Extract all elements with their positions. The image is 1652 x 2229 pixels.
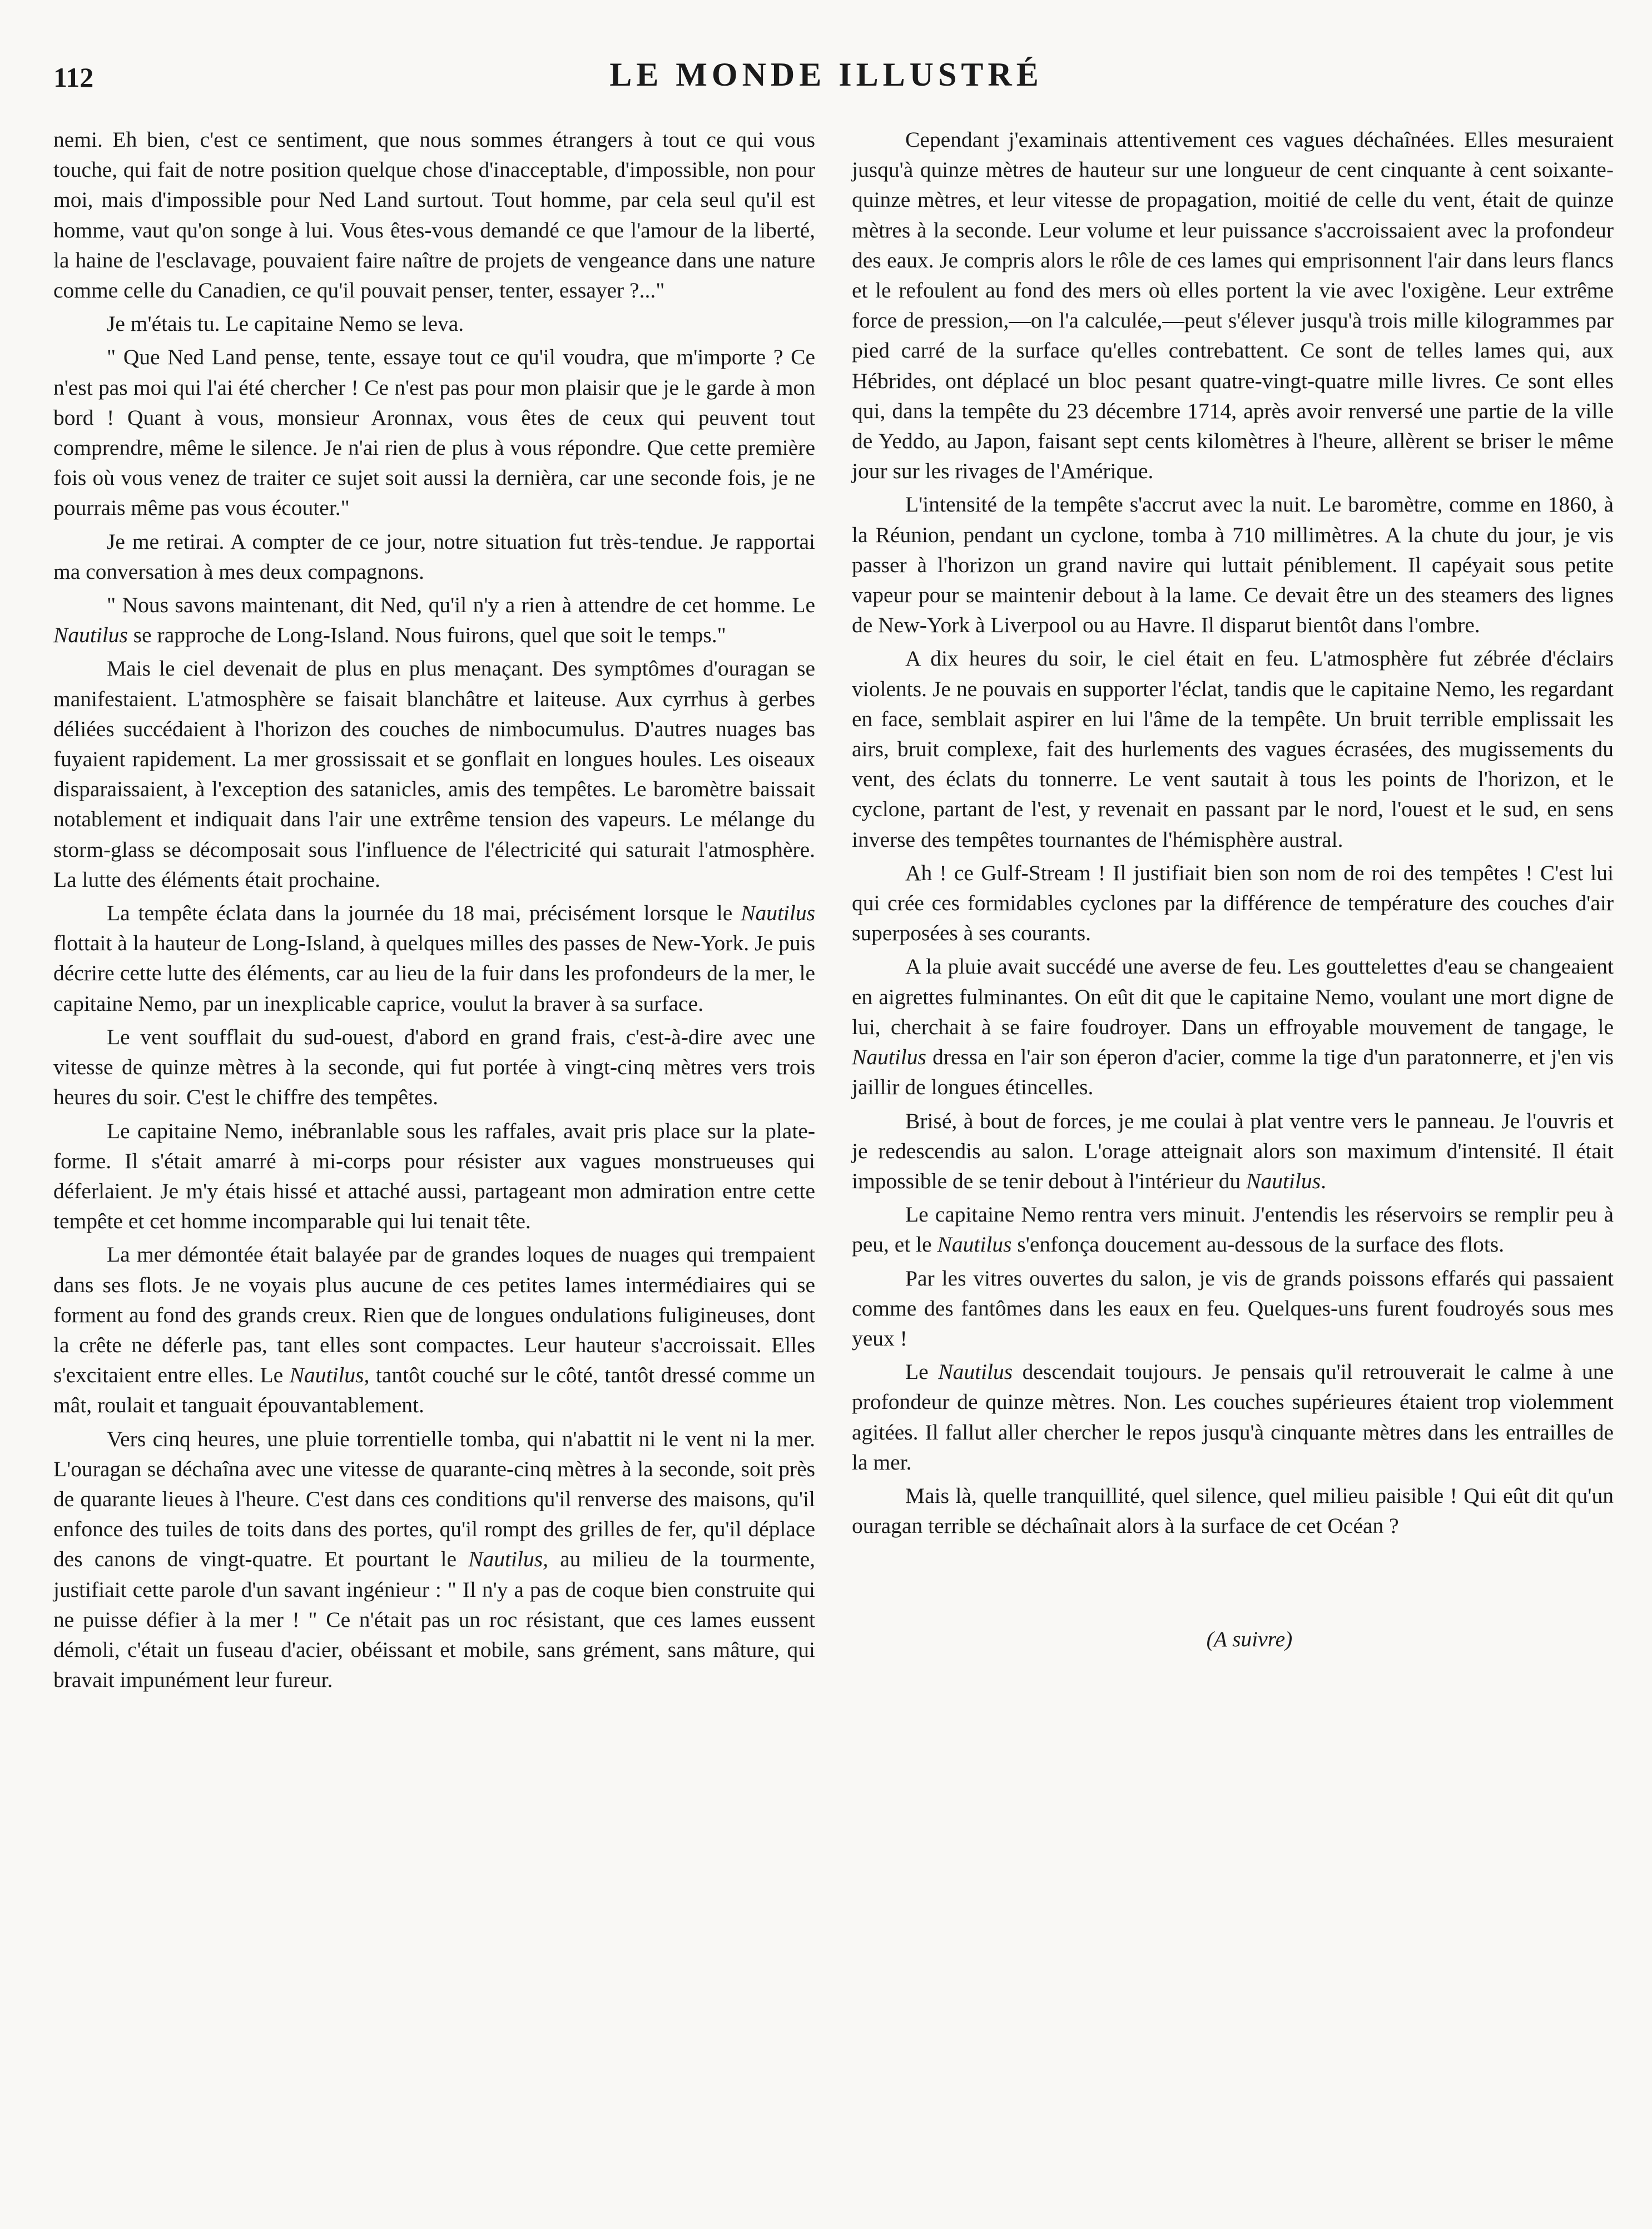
paragraph	[852, 489, 1614, 640]
ship-name-italic: Nautilus	[1246, 1168, 1321, 1193]
text-run: flottait à la hauteur de Long-Island, à quelques milles des passes de New-York. Je puis décrire cette lutte des éléments, car au lieu de la fuir dans les profondeurs de la mer, le capitaine Nemo, par un inexplicable caprice, voulut la braver à sa surface.	[53, 931, 815, 1016]
paragraph	[53, 590, 815, 650]
text-run: Vers cinq heures, une pluie torrentielle tomba, qui n'abattit ni le vent ni la mer. L'ouragan se déchaîna avec une vitesse de quarante-cinq mètres à la seconde, soit près de quarante lieues à l'heure. C'est dans ces conditions qu'il renverse des maisons, qu'il enfonce des tuiles de toits dans des portes, qu'il rompt des grilles de fer, qu'il déplace des canons de vingt-quatre. Et pourtant le	[53, 1426, 815, 1572]
paragraph	[852, 125, 1614, 486]
text-run: A dix heures du soir, le ciel était en feu. L'atmosphère fut zébrée d'éclairs violents. Je ne pouvais en supporter l'éclat, tandis que le capitaine Nemo, les regardant en face, semblait aspirer en lui l'âme de la tempête. Un bruit terrible emplissait les airs, bruit complexe, fait des hurlements des vagues écrasées, des mugissements du vent, des éclats du tonnerre. Le vent sautait à tous les points de l'horizon, et le cyclone, partant de l'est, y revenait en passant par le nord, l'ouest et le sud, en sens inverse des tempêtes tournantes de l'hémisphère austral.	[852, 646, 1614, 852]
text-run: Mais là, quelle tranquillité, quel silence, quel milieu paisible ! Qui eût dit qu'un ouragan terrible se déchaînait alors à la surface de cet Océan ?	[852, 1483, 1614, 1538]
text-run: A la pluie avait succédé une averse de feu. Les gouttelettes d'eau se changeaient en aigrettes fulminantes. On eût dit que le capitaine Nemo, voulant une mort digne de lui, cherchait à se faire foudroyer. Dans un effroyable mouvement de tangage, le	[852, 954, 1614, 1039]
paragraph	[53, 1022, 815, 1113]
paragraph	[852, 1263, 1614, 1354]
ship-name-italic: Nautilus	[852, 1045, 926, 1070]
paragraph	[53, 527, 815, 587]
paragraph	[852, 858, 1614, 949]
paragraph	[53, 1424, 815, 1695]
text-run: L'intensité de la tempête s'accrut avec la nuit. Le baromètre, comme en 1860, à la Réunion, pendant un cyclone, tomba à 710 millimètres. A la chute du jour, je vis passer à l'horizon un grand navire qui luttait péniblement. Il capéyait sous petite vapeur pour se maintenir debout à la lame. Ce devait être un des steamers des lignes de New-York à Liverpool ou au Havre. Il disparut bientôt dans l'ombre.	[852, 492, 1614, 638]
text-run: .	[1321, 1168, 1326, 1193]
text-run: au milieu de la tourmente, justifiait cette parole d'un savant ingénieur : " Il n'y a pas de coque bien construite qui ne puisse défier à la mer ! " Ce n'était pas un roc résistant, que ces lames eussent démoli, c'était un fuseau d'acier, obéissant et mobile, sans grément, sans mâture, qui bravait impunément leur fureur.	[53, 1547, 816, 1692]
paragraph	[53, 125, 815, 305]
text-run: Je me retirai. A compter de ce jour, notre situation fut très-tendue. Je rapportai ma conversation à mes deux compagnons.	[53, 529, 815, 584]
text-run: descendait toujours. Je pensais qu'il retrouverait le calme à une profondeur de quinze mètres. Non. Les couches supérieures étaient trop violemment agitées. Il fallut aller chercher le repos jusqu'à cinquante mètres dans les entrailles de la mer.	[852, 1359, 1614, 1475]
text-run: Cependant j'examinais attentivement ces vagues déchaînées. Elles mesuraient jusqu'à quinze mètres de hauteur sur une longueur de cent cinquante à cent soixante-quinze mètres, et leur vitesse de propagation, moitié de celle du vent, était de quinze mètres à la seconde. Leur volume et leur puissance s'accroissaient avec la profondeur des eaux. Je compris alors le rôle de ces lames qui emprisonnent l'air dans leurs flancs et le refoulent au fond des mers où elles portent la vie avec l'oxigène. Leur extrême force de pression,—on l'a calculée,—peut s'élever jusqu'à trois mille kilogrammes par pied carré de la surface qu'elles contrebattent. Ce sont de telles lames qui, aux Hébrides, ont déplacé un bloc pesant quatre-vingt-quatre mille livres. Ce sont elles qui, dans la tempête du 23 décembre 1714, après avoir renversé une partie de la ville de Yeddo, au Japon, faisant sept cents kilomètres à l'heure, allèrent se briser le même jour sur les rivages de l'Amérique.	[852, 127, 1614, 484]
text-run: dressa en l'air son éperon d'acier, comme la tige d'un paratonnerre, et j'en vis jaillir de longues étincelles.	[852, 1045, 1614, 1100]
text-run: " Nous savons maintenant, dit Ned, qu'il n'y a rien à attendre de cet homme. Le	[107, 593, 815, 618]
text-run: tantôt couché sur le côté, tantôt dressé comme un mât, roulait et tanguait épouvantablement.	[53, 1363, 815, 1418]
paragraph	[852, 1106, 1614, 1197]
paragraph	[53, 342, 815, 523]
paragraph	[53, 898, 815, 1019]
ship-name-italic: Nautilus	[53, 623, 128, 648]
ship-name-italic: Nautilus	[937, 1232, 1012, 1257]
right-column-body	[852, 125, 1614, 1541]
text-run: Le	[905, 1359, 939, 1384]
text-run: Le capitaine Nemo, inébranlable sous les raffales, avait pris place sur la plate-forme. Il s'était amarré à mi-corps pour résister aux vagues monstrueuses qui déferlaient. Je m'y étais hissé et attaché aussi, partageant mon admiration entre cette tempête et cet homme incomparable qui lui tenait tête.	[53, 1118, 815, 1234]
text-run: Mais le ciel devenait de plus en plus menaçant. Des symptômes d'ouragan se manifestaient. L'atmosphère se faisait blanchâtre et laiteuse. Aux cyrrhus à gerbes déliées succédaient à l'horizon des couches de nimbocumulus. D'autres nuages bas fuyaient rapidement. La mer grossissait et se gonflait en longues houles. Les oiseaux disparaissaient, à l'exception des satanicles, amis des tempêtes. Le baromètre baissait notablement et indiquait dans l'air une extrême tension des vapeurs. Le mélange du storm-glass se décomposait sous l'influence de l'électricité qui saturait l'atmosphère. La lutte des éléments était prochaine.	[53, 656, 815, 892]
paragraph	[53, 1116, 815, 1237]
text-run: s'enfonça doucement au-dessous de la surface des flots.	[1011, 1232, 1505, 1257]
paragraph	[53, 309, 815, 339]
text-run: " Que Ned Land pense, tente, essaye tout ce qu'il voudra, que m'importe ? Ce n'est pas moi qui l'ai été chercher ! Ce n'est pas pour mon plaisir que je le garde à mon bord ! Quant à vous, monsieur Aronnax, vous êtes de ceux qui peuvent tout comprendre, même le silence. Je n'ai rien de plus à vous répondre. Que cette première fois où vous venez de traiter ce sujet soit aussi la dernièra, car une seconde fois, je ne pourrais même pas vous écouter."	[53, 345, 815, 520]
left-column	[53, 125, 815, 1698]
text-run: Par les vitres ouvertes du salon, je vis de grands poissons effarés qui passaient comme des fantômes dans les eaux en feu. Quelques-uns furent foudroyés sous mes yeux !	[852, 1265, 1614, 1351]
page-header	[53, 56, 1599, 117]
text-run: se rapproche de Long-Island. Nous fuirons, quel que soit le temps."	[127, 623, 726, 648]
text-run: Brisé, à bout de forces, je me coulai à plat ventre vers le panneau. Je l'ouvris et je redescendis au salon. L'orage atteignait alors son maximum d'intensité. Il était impossible de se tenir debout à l'intérieur du	[852, 1108, 1614, 1193]
paragraph	[852, 643, 1614, 854]
to-be-continued: (A suivre)	[1206, 1627, 1293, 1652]
paragraph	[852, 951, 1614, 1102]
paragraph	[852, 1199, 1614, 1259]
text-run: Ah ! ce Gulf-Stream ! Il justifiait bien son nom de roi des tempêtes ! C'est lui qui crée ces formidables cyclones par la différence de température des couches d'air superposées à ses courants.	[852, 860, 1614, 946]
page-number: 112	[53, 62, 94, 93]
ship-name-italic: Nautilus	[741, 901, 815, 926]
ship-name-italic: Nautilus	[938, 1359, 1013, 1384]
text-run: La mer démontée était balayée par de grandes loques de nuages qui trempaient dans ses flots. Je ne voyais plus aucune de ces petites lames intermédiaires qui se forment au fond des grands creux. Rien que de longues ondulations fuligineuses, dont la crête ne déferle pas, tant elles sont compactes. Leur hauteur s'accroissait. Elles s'excitaient entre elles. Le	[53, 1242, 815, 1388]
right-column	[852, 125, 1614, 1658]
text-run: Le capitaine Nemo rentra vers minuit. J'entendis les réservoirs se remplir peu à peu, et le	[852, 1202, 1614, 1257]
text-run: La tempête éclata dans la journée du 18 mai, précisément lorsque le	[107, 901, 741, 926]
ship-name-italic: Nautilus,	[468, 1547, 548, 1572]
paragraph	[53, 653, 815, 895]
paragraph	[852, 1481, 1614, 1541]
paragraph	[53, 1239, 815, 1420]
text-run: Le vent soufflait du sud-ouest, d'abord en grand frais, c'est-à-dire avec une vitesse de quinze mètres à la seconde, qui fut portée à vingt-cinq mètres vers trois heures du soir. C'est le chiffre des tempêtes.	[53, 1024, 815, 1110]
journal-title: LE MONDE ILLUSTRÉ	[609, 56, 1043, 93]
text-run: nemi. Eh bien, c'est ce sentiment, que nous sommes étrangers à tout ce qui vous touche, qui fait de notre position quelque chose d'inacceptable, d'impossible, non pour moi, mais d'impossible pour Ned Land surtout. Tout homme, par cela seul qu'il est homme, vaut qu'on songe à lui. Vous êtes-vous demandé ce que l'amour de la liberté, la haine de l'esclavage, pouvaient faire naître de projets de vengeance dans une nature comme celle du Canadien, ce qu'il pouvait penser, tenter, essayer ?..."	[53, 127, 815, 303]
paragraph	[852, 1357, 1614, 1477]
ship-name-italic: Nautilus,	[289, 1363, 370, 1388]
text-run: Je m'étais tu. Le capitaine Nemo se leva.	[107, 311, 464, 336]
